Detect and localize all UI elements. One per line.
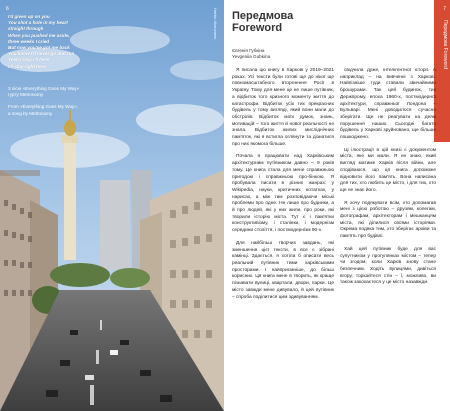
page-number-right: 7 (443, 6, 446, 12)
paragraph: свідчила дуже, інтелігентної історії. А наприклад – на вивченні з Харкові. Найпізніше туди ставали звичайними брошурами. Так цей будинок, тих Держпрому, епоха 1960-х, постмодерної архітектури, справжньої Лондона – Бульварі. Мені доводилося сучасно зберігати. Ще не реагувати на деякі порушення наших. Сьогодні багато будівель у Харкові зруйновано, ще більше пошкоджено. (340, 68, 436, 141)
lyric-line: You shot a hole in my heart (8, 20, 68, 26)
author-ukrainian: Євгенія Губкіна (232, 48, 265, 53)
paragraph: Ці ілюстрації в цій книзі є документом міста, яке ми мали. Я не знаю, який вигляд матиме Харків після війни, але сподіваюся, що ця книга допоможе відновити його пам'ять. Вона написана для тих, хто любить це місто, і для тих, хто ще не знає його. (340, 147, 436, 193)
author-english: Yevgeniia Gubkina (232, 54, 271, 60)
section-tab-label: Передмова Foreword (442, 20, 448, 69)
title-block (232, 10, 372, 34)
paragraph: Для найбільш творчих завдань, які зменшення цієї тексти, в все є зібрані камінці. Здається, я хотіла б описати весь реальний путівник тими харківськими просторами. І найприємніше, до більш корисних. Ця книга мене в творить, як краще пізнавати вулиці, квартали, двори, парки. Це місто завжди мене дивувало, й цей путівник – спроба поділитися цим здивуванням. (232, 240, 334, 300)
lyric-line: You know I'll never go and run (8, 51, 75, 57)
text-column-left (232, 68, 334, 408)
page-number-left: 6 (6, 6, 9, 12)
section-tab (434, 0, 450, 142)
photo-caption: Harkiv Monument (213, 8, 218, 40)
left-page (0, 0, 224, 411)
credit-line-en: From «Everything Goes My Way», (8, 104, 79, 110)
lyric-line: I'd given up on you (8, 14, 50, 19)
credit-line-ua: гурту Metronomy (8, 92, 44, 98)
credit-line-ua: 3 пісні «Everything Goes My Way» (8, 86, 80, 91)
lyric-line: But now you've got me back (8, 45, 70, 51)
right-page (226, 0, 450, 411)
paragraph: Я хочу подякувати всім, хто допомагав мені з цією роботою – друзям, колегам, фотографам, архітекторам і мешканцям міста, які ділилися своїми історіями. Окрема подяка тим, хто зберігає архіви та пам'ять про будівлі. (340, 200, 436, 240)
song-lyrics (8, 14, 128, 70)
title-ukrainian: Передмова (232, 10, 294, 22)
lyric-line: Yeah I stay I'll here (8, 57, 50, 63)
lyric-line: When you pushed me aside, (8, 32, 70, 38)
text-column-right (340, 68, 436, 408)
lyric-line: straight through (8, 26, 44, 32)
lyric-line: three weeks I cried (8, 38, 50, 44)
paragraph: Хай цей путівник буде для вас супутником у прогулянках містом – тепер чи згодом, коли Харків знову стане безпечним. Ходіть вулицями, дивіться вгору, торкайтеся стін – і, можливо, ви також закохаєтеся у це місто назавжди. (340, 246, 436, 286)
paragraph: Почала я працювати над Харківським архітектурним путівником давно – 9 років тому. Це книга стала для мене справжньою пригодою і справжньою про-бінкою. Я пробувала писати в різних жанрах: у Wikipedia, науки, критичних нотатках, у нарисах, а між тим розповідаючи міські проблеми про одне. Не лише про будинки, а й про людей, які у них жили, про роки, які творили історію міста. Тут є і пам'ятки конструктивізму, і сталінки, і модернізм середини століття, і постмодернізм 90-х. (232, 154, 334, 234)
song-credits (8, 86, 128, 117)
title-english: Foreword (232, 22, 283, 34)
paragraph: Я писала цю книгу в Харкові у 2019–2021 роках. Усі тексти були готові ще до нікої ще повномасштабного вторгнення Росії в Україну. Тому для мене це не лише путівник, а відбиток того кризного моменту життя до катастрофи. Відбиток усіх тих прекрасних будівель у тому вигляді, який вони мали до обстрілів. Відбиток моїх думок, знань, мотивацій – того життя й нової реальності не знала. Відбиток жилих мисліднічних пам'яток, які я встигла оглянути та дізнатися про них якомога більше. (232, 68, 334, 147)
authors (232, 48, 372, 61)
lyric-line: I'll stay right here (8, 63, 46, 69)
credit-line-en: a song by Metronomy (8, 110, 53, 116)
